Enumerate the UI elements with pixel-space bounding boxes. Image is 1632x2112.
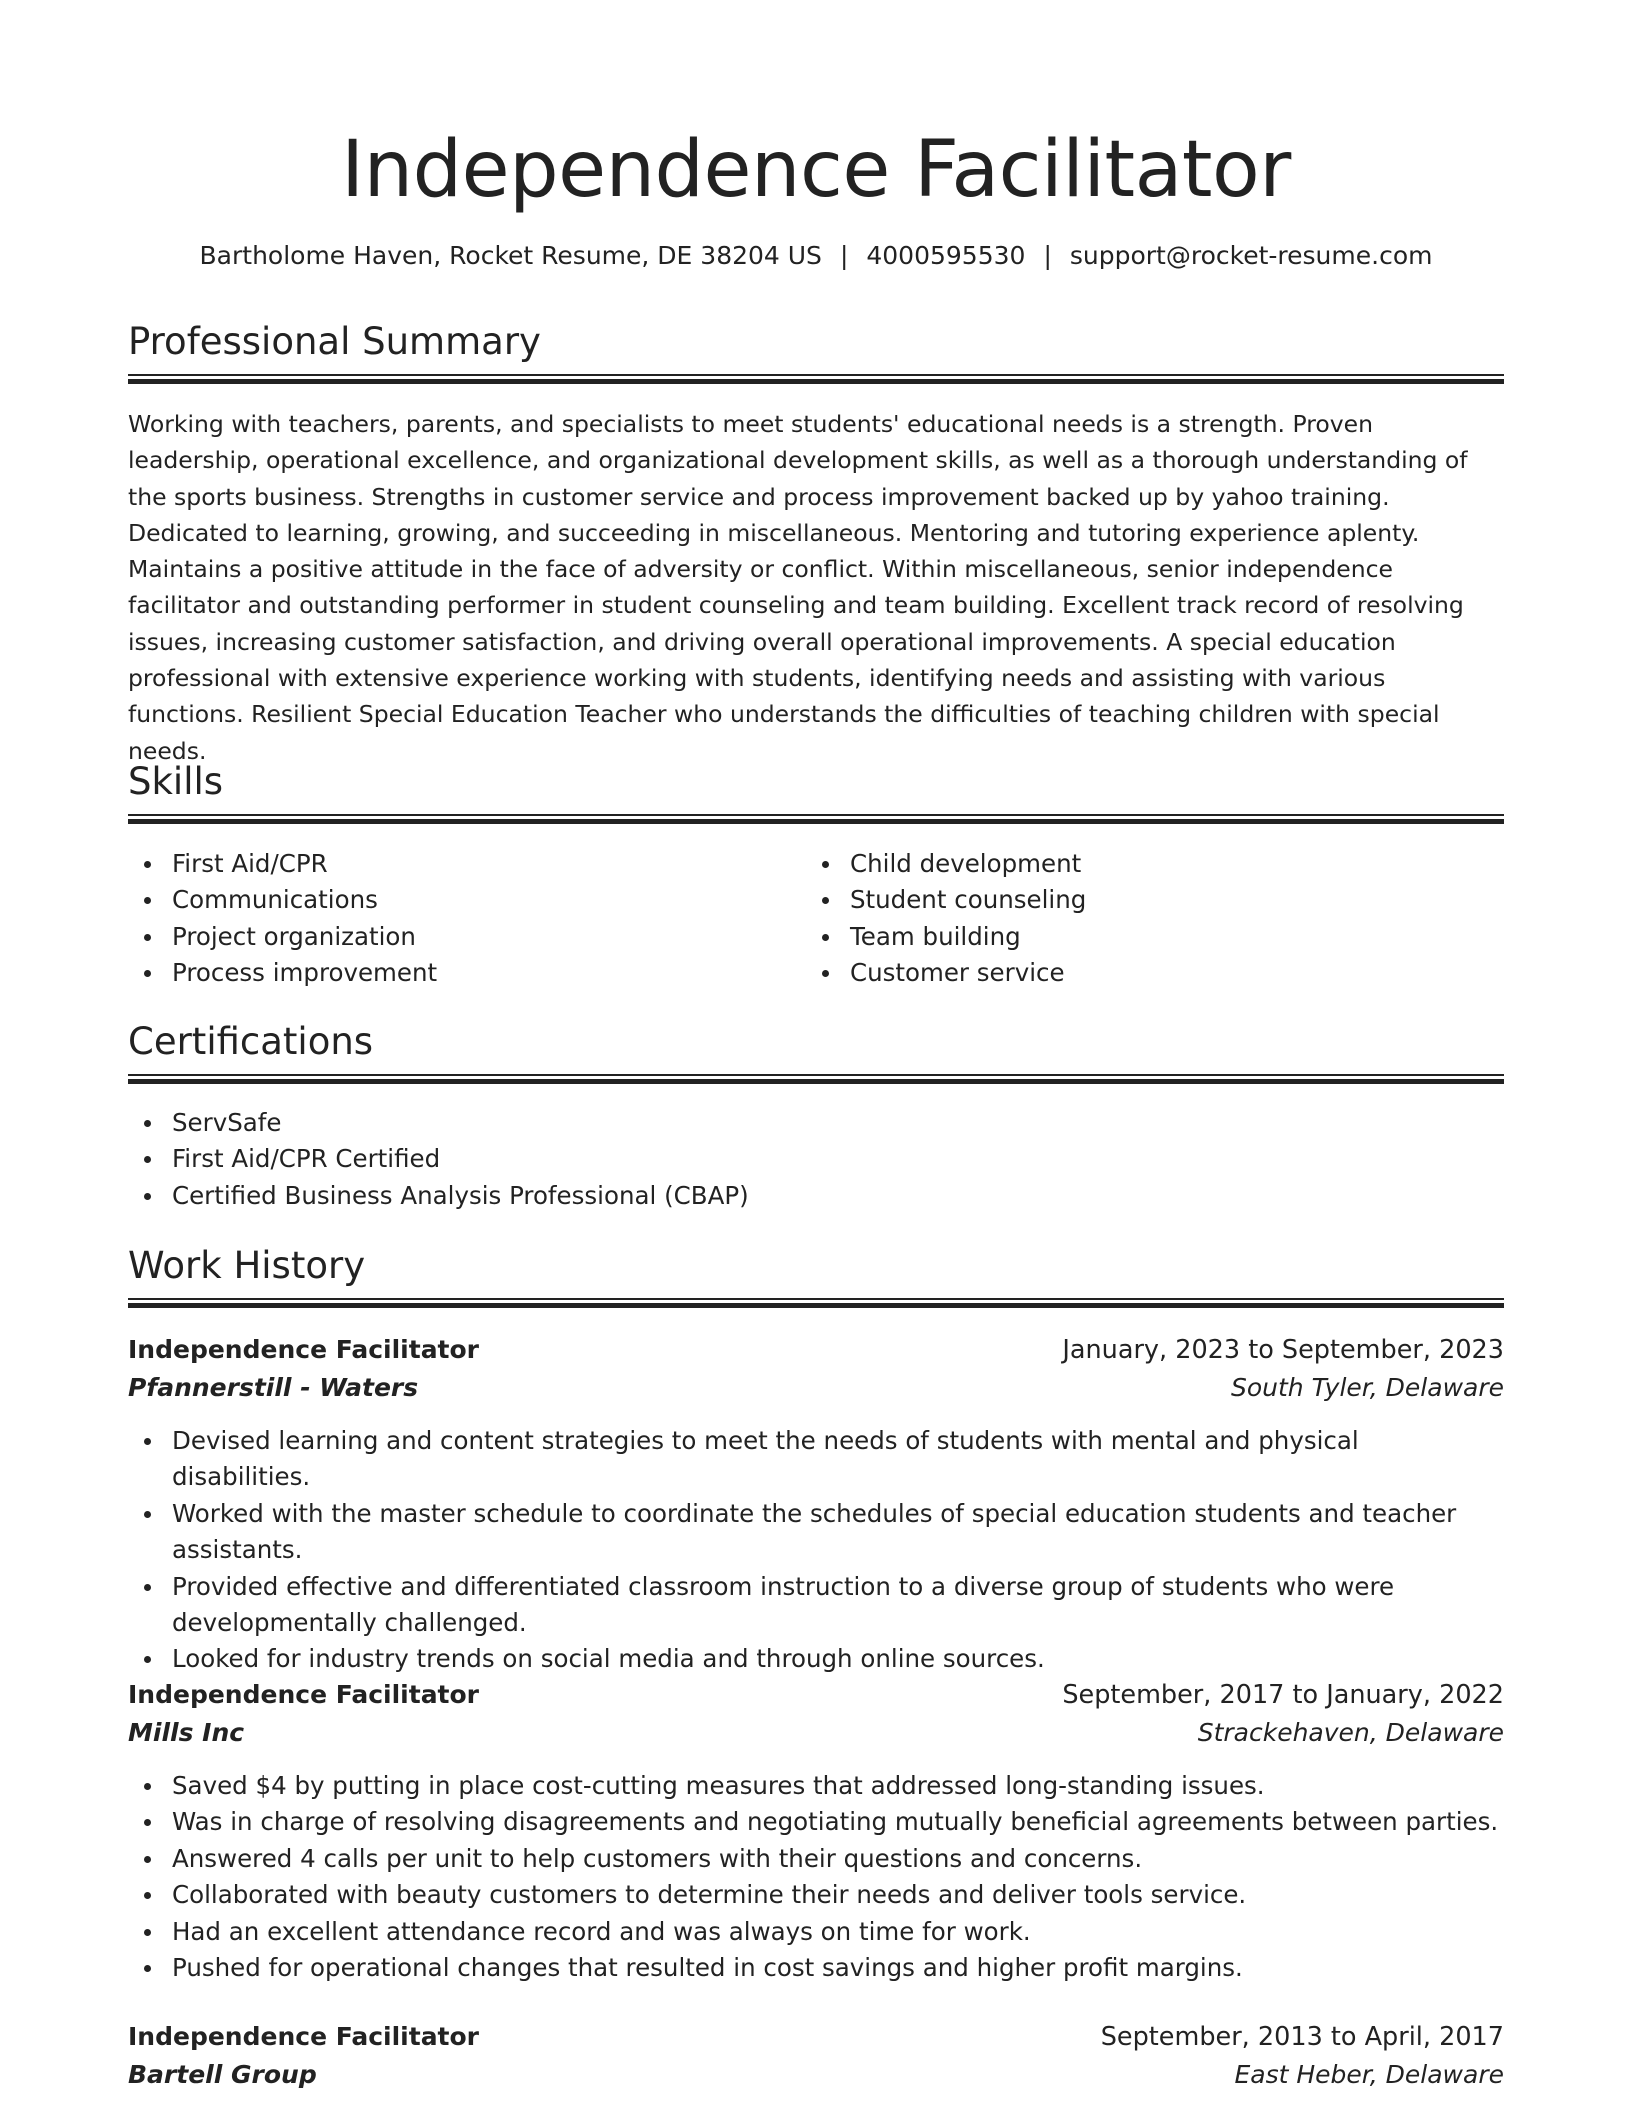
job-location: East Heber, Delaware — [1234, 2060, 1504, 2089]
job-title: Independence Facilitator — [128, 1335, 480, 1364]
section-divider — [128, 374, 1504, 385]
contact-phone: 4000595530 — [866, 241, 1026, 270]
summary-text: Working with teachers, parents, and specialists to meet students' educational needs is a strength. Proven leadership, operational excellence, and organizational development skills, as well as a thorough understanding of the sports business. Strengths in customer service and process improvement backed up by yahoo training. Dedicated to learning, growing, and succeeding in miscellaneous. Mentoring and tutoring experience aplenty. Maintains a positive attitude in the face of adversity or conflict. Within miscellaneous, senior independence facilitator and outstanding performer in student counseling and team building. Excellent track record of resolving issues, increasing customer satisfaction, and driving overall operational improvements. A special education professional with extensive experience working with students, identifying needs and assisting with various functions. Resilient Special Education Teacher who understands the difficulties of teaching children with special needs. — [128, 410, 1468, 765]
job-bullet: Looked for industry trends on social media and through online sources. — [128, 1641, 1504, 1677]
contact-address: Bartholome Haven, Rocket Resume, DE 38204 US — [199, 241, 822, 270]
job-bullet: Saved $4 by putting in place cost-cutting measures that addressed long-standing issues. — [128, 1768, 1504, 1804]
skills-right-column — [806, 846, 1466, 992]
certification-item: First Aid/CPR Certified — [128, 1141, 1504, 1177]
job-bullet: Had an excellent attendance record and was always on time for work. — [128, 1914, 1504, 1950]
job-bullet: Was in charge of resolving disagreements and negotiating mutually beneficial agreements between parties. — [128, 1804, 1504, 1840]
skill-item: Communications — [128, 882, 788, 918]
job-bullet: Devised learning and content strategies to meet the needs of students with mental and physical disabilities. — [128, 1423, 1504, 1496]
job-location: South Tyler, Delaware — [1230, 1373, 1504, 1402]
skill-item: Child development — [806, 846, 1466, 882]
section-divider — [128, 1074, 1504, 1085]
job-dates: September, 2013 to April, 2017 — [1100, 2022, 1504, 2052]
certifications-list — [128, 1105, 1504, 1214]
job-bullet: Provided effective and differentiated classroom instruction to a diverse group of students who were developmentally challenged. — [128, 1569, 1504, 1642]
summary-heading: Professional Summary — [128, 320, 541, 363]
job-entry — [128, 2018, 1504, 2094]
job-bullet: Collaborated with beauty customers to determine their needs and deliver tools service. — [128, 1877, 1504, 1913]
contact-email: support@rocket-resume.com — [1069, 241, 1433, 270]
contact-separator: | — [839, 241, 849, 270]
contact-line — [0, 238, 1632, 274]
job-entry — [128, 1676, 1504, 1986]
job-dates: January, 2023 to September, 2023 — [1062, 1335, 1504, 1365]
candidate-name: Independence Facilitator — [341, 125, 1291, 215]
job-bullet: Pushed for operational changes that resulted in cost savings and higher profit margins. — [128, 1950, 1504, 1986]
skill-item: First Aid/CPR — [128, 846, 788, 882]
work-history-heading: Work History — [128, 1244, 366, 1287]
job-location: Strackehaven, Delaware — [1197, 1718, 1504, 1747]
job-company: Pfannerstill - Waters — [128, 1373, 419, 1402]
contact-separator: | — [1043, 241, 1052, 270]
job-company: Bartell Group — [128, 2060, 317, 2089]
job-bullet: Answered 4 calls per unit to help customers with their questions and concerns. — [128, 1841, 1504, 1877]
section-divider — [128, 814, 1504, 825]
section-divider — [128, 1298, 1504, 1309]
job-company: Mills Inc — [128, 1718, 245, 1747]
certification-item: Certified Business Analysis Professional (CBAP) — [128, 1178, 1504, 1214]
job-title: Independence Facilitator — [128, 2022, 480, 2051]
job-dates: September, 2017 to January, 2022 — [1062, 1680, 1504, 1710]
skill-item: Project organization — [128, 919, 788, 955]
skill-item: Student counseling — [806, 882, 1466, 918]
job-entry — [128, 1331, 1504, 1678]
job-title: Independence Facilitator — [128, 1680, 480, 1709]
certifications-heading: Certifications — [128, 1020, 374, 1063]
job-bullet: Worked with the master schedule to coordinate the schedules of special education students and teacher assistants. — [128, 1496, 1504, 1569]
skill-item: Team building — [806, 919, 1466, 955]
skill-item: Customer service — [806, 955, 1466, 991]
skill-item: Process improvement — [128, 955, 788, 991]
certification-item: ServSafe — [128, 1105, 1504, 1141]
skills-left-column — [128, 846, 788, 992]
skills-heading: Skills — [128, 760, 224, 803]
